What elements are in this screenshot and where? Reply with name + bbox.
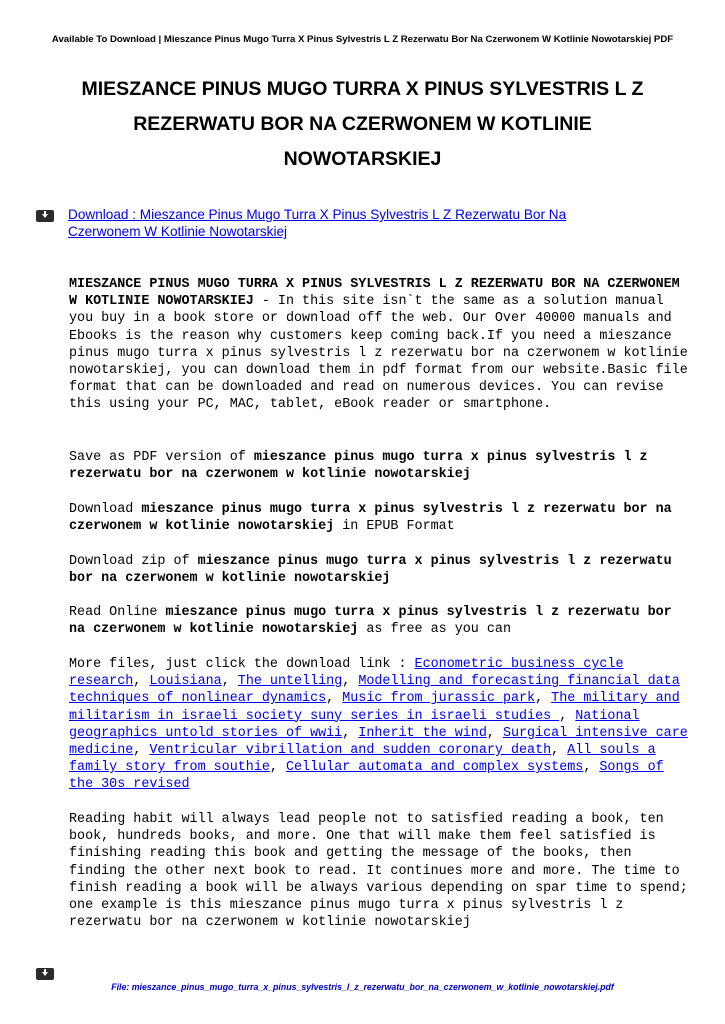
more-files-link[interactable]: National geographics untold stories of wwii	[69, 708, 640, 741]
intro-paragraph	[69, 276, 689, 414]
zip-title: mieszance pinus mugo turra x pinus sylvestris l z rezerwatu bor na czerwonem w kotlinie nowotarskiej	[69, 554, 672, 587]
intro-bold-title: MIESZANCE PINUS MUGO TURRA X PINUS SYLVESTRIS L Z REZERWATU BOR NA CZERWONEM W KOTLINIE NOWOTARSKIEJ	[69, 277, 680, 310]
reading-paragraph: Reading habit will always lead people not to satisfied reading a book, ten book, hundreds books, and more. One that will make them feel satisfied is finishing reading this book and getting the message of the books, then finding the other next book to read. It continues more and more. The time to finish reading a book will be always various depending on spar time to spend; one example is this mieszance pinus mugo turra x pinus sylvestris l z rezerwatu bor na czerwonem w kotlinie nowotarskiej	[69, 812, 688, 931]
more-files-link[interactable]: Music from jurassic park	[342, 691, 536, 707]
online-paragraph	[69, 604, 689, 638]
title-line-1: MIESZANCE PINUS MUGO TURRA X PINUS SYLVESTRIS L Z	[81, 78, 644, 100]
intro-text: - In this site isn`t the same as a solution manual you buy in a book store or download off the web. Our Over 40000 manuals and Ebooks is the reason why customers keep coming back.If you need a mieszance pinus mugo turra x pinus sylvestris l z rezerwatu bor na czerwonem w kotlinie nowotarskiej, you can download them in pdf format from our website.Basic file format that can be downloaded and read on numerous devices. You can revise this using your PC, MAC, tablet, eBook reader or smartphone.	[69, 294, 688, 413]
download-icon-bottom[interactable]	[36, 968, 54, 980]
epub-prefix: Download	[69, 502, 142, 517]
online-title: mieszance pinus mugo turra x pinus sylvestris l z rezerwatu bor na czerwonem w kotlinie nowotarskiej	[69, 605, 672, 638]
download-link-line-1: Download : Mieszance Pinus Mugo Turra X Pinus Sylvestris L Z Rezerwatu Bor Na	[68, 207, 567, 222]
download-link[interactable]	[68, 206, 628, 240]
more-files-link[interactable]: The untelling	[237, 674, 343, 690]
epub-paragraph	[69, 501, 689, 535]
title-line-3: NOWOTARSKIEJ	[283, 148, 442, 170]
zip-paragraph	[69, 553, 689, 587]
more-files-link[interactable]: Modelling and forecasting financial data techniques of nonlinear dynamics	[69, 674, 680, 707]
epub-suffix: in EPUB Format	[334, 519, 455, 535]
more-files-link[interactable]: Songs of the 30s revised	[69, 760, 664, 793]
epub-title: mieszance pinus mugo turra x pinus sylvestris l z rezerwatu bor na czerwonem w kotlinie nowotarskiej	[69, 502, 672, 535]
save-pdf-prefix: Save as PDF version of	[69, 450, 254, 465]
more-files-link[interactable]: Surgical intensive care medicine	[69, 725, 688, 759]
zip-prefix: Download zip of	[69, 554, 198, 569]
online-prefix: Read Online	[69, 605, 166, 620]
more-files-link[interactable]: All souls a family story from southie	[69, 743, 656, 776]
more-files-link[interactable]: Louisiana	[149, 674, 222, 690]
save-pdf-paragraph	[69, 449, 689, 483]
page-title	[40, 72, 685, 177]
more-files-link[interactable]: Inherit the wind	[358, 725, 487, 741]
more-files-prefix: More files, just click the download link :	[69, 657, 415, 672]
download-icon[interactable]	[36, 210, 54, 222]
more-files-paragraph: More files, just click the download link : Econometric business cycle research, Louisiana, The untelling, Modelling and forecasting financial data techniques of nonlinear dynamics, Music from jurassic park, The military and militarism in israeli society suny series in israeli studies , National geographics untold stories of wwii, Inherit the wind, Surgical intensive care medicine, Ventricular vibrillation and sudden coronary death, All souls a family story from southie, Cellular automata and complex systems, Songs of the 30s revised	[69, 657, 688, 793]
online-suffix: as free as you can	[358, 622, 511, 638]
more-files-link[interactable]: The military and militarism in israeli society suny series in israeli studies	[69, 691, 680, 724]
more-files-link[interactable]: Econometric business cycle research	[69, 657, 624, 690]
title-line-2: REZERWATU BOR NA CZERWONEM W KOTLINIE	[133, 113, 592, 135]
save-pdf-title: mieszance pinus mugo turra x pinus sylvestris l z rezerwatu bor na czerwonem w kotlinie nowotarskiej	[69, 450, 648, 483]
footer-filename: File: mieszance_pinus_mugo_turra_x_pinus_sylvestris_l_z_rezerwatu_bor_na_czerwonem_w_kotlinie_nowotarskiej.pdf	[111, 982, 614, 992]
page-header: Available To Download | Mieszance Pinus Mugo Turra X Pinus Sylvestris L Z Rezerwatu Bor Na Czerwonem W Kotlinie Nowotarskiej PDF	[51, 34, 674, 45]
more-files-link[interactable]: Ventricular vibrillation and sudden coronary death	[149, 743, 552, 759]
more-files-link[interactable]: Cellular automata and complex systems	[285, 760, 584, 776]
download-link-line-2: Czerwonem W Kotlinie Nowotarskiej	[68, 224, 288, 239]
